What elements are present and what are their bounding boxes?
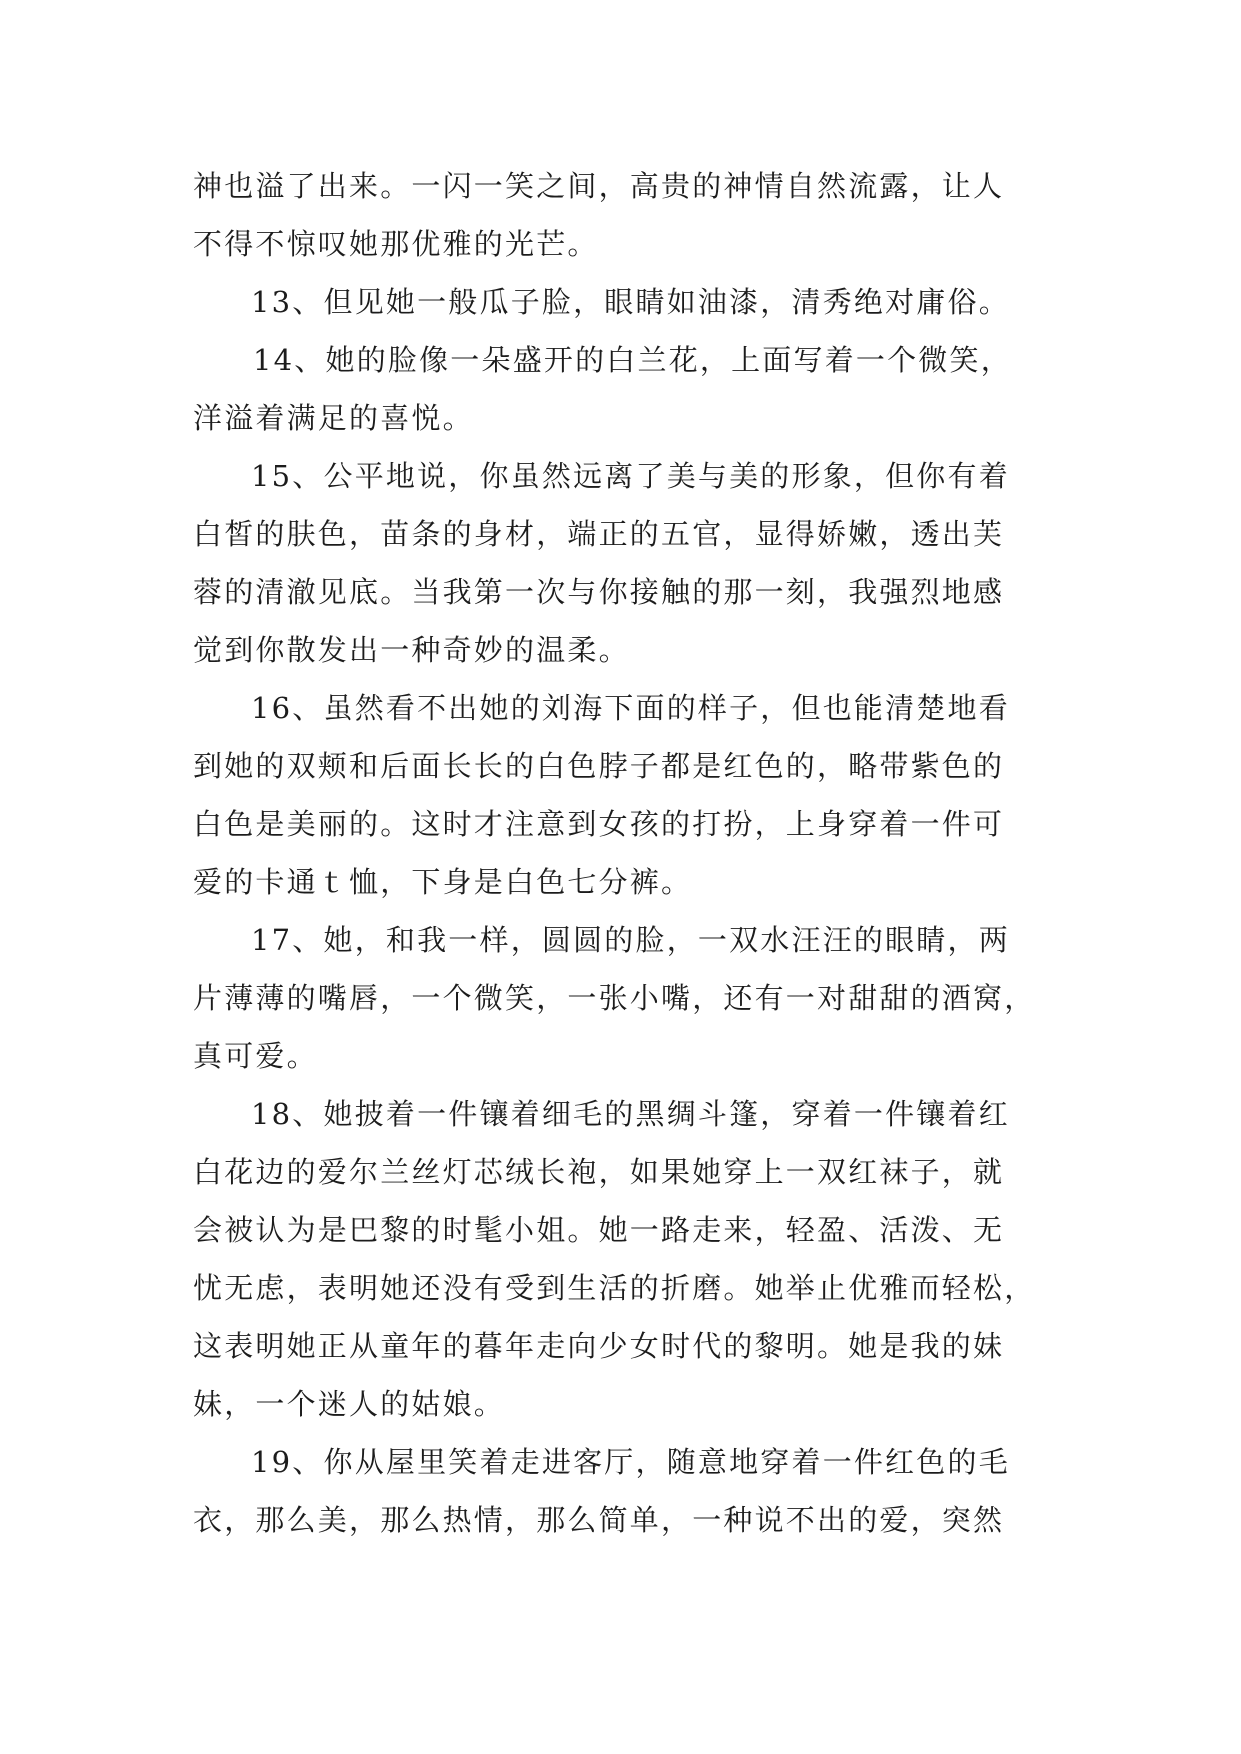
paragraph-15-line: 15、公平地说，你虽然远离了美与美的形象，但你有着 — [251, 459, 1010, 493]
text-line: 到她的双颊和后面长长的白色脖子都是红色的，略带紫色的 — [193, 749, 1005, 783]
text-line: 妹，一个迷人的姑娘。 — [193, 1387, 506, 1421]
text-line: 衣，那么美，那么热情，那么简单，一种说不出的爱，突然 — [193, 1503, 1005, 1537]
text-line: 片薄薄的嘴唇，一个微笑，一张小嘴，还有一对甜甜的酒窝， — [193, 981, 1036, 1015]
text-line: 白色是美丽的。这时才注意到女孩的打扮，上身穿着一件可 — [193, 807, 1005, 841]
text-line: 觉到你散发出一种奇妙的温柔。 — [193, 633, 630, 667]
paragraph-17-line: 17、她，和我一样，圆圆的脸，一双水汪汪的眼睛，两 — [251, 923, 1010, 957]
text-line: 白皙的肤色，苗条的身材，端正的五官，显得娇嫩，透出芙 — [193, 517, 1005, 551]
text-line: 这表明她正从童年的暮年走向少女时代的黎明。她是我的妹 — [193, 1329, 1005, 1363]
text-line: 不得不惊叹她那优雅的光芒。 — [193, 227, 599, 261]
text-line: 蓉的清澈见底。当我第一次与你接触的那一刻，我强烈地感 — [193, 575, 1005, 609]
text-line: 真可爱。 — [193, 1039, 318, 1073]
paragraph-14-line: 14、她的脸像一朵盛开的白兰花，上面写着一个微笑， — [253, 343, 1012, 377]
paragraph-13-line: 13、但见她一般瓜子脸，眼睛如油漆，清秀绝对庸俗。 — [251, 285, 1010, 319]
paragraph-18-line: 18、她披着一件镶着细毛的黑绸斗篷，穿着一件镶着红 — [251, 1097, 1010, 1131]
text-line: 白花边的爱尔兰丝灯芯绒长袍，如果她穿上一双红袜子，就 — [193, 1155, 1005, 1189]
text-line: 神也溢了出来。一闪一笑之间，高贵的神情自然流露，让人 — [193, 169, 1005, 203]
text-line: 洋溢着满足的喜悦。 — [193, 401, 474, 435]
paragraph-19-line: 19、你从屋里笑着走进客厅，随意地穿着一件红色的毛 — [251, 1445, 1010, 1479]
text-line: 忧无虑，表明她还没有受到生活的折磨。她举止优雅而轻松， — [193, 1271, 1036, 1305]
text-line: 爱的卡通ｔ恤，下身是白色七分裤。 — [193, 865, 693, 899]
paragraph-16-line: 16、虽然看不出她的刘海下面的样子，但也能清楚地看 — [251, 691, 1010, 725]
text-line: 会被认为是巴黎的时髦小姐。她一路走来，轻盈、活泼、无 — [193, 1213, 1005, 1247]
